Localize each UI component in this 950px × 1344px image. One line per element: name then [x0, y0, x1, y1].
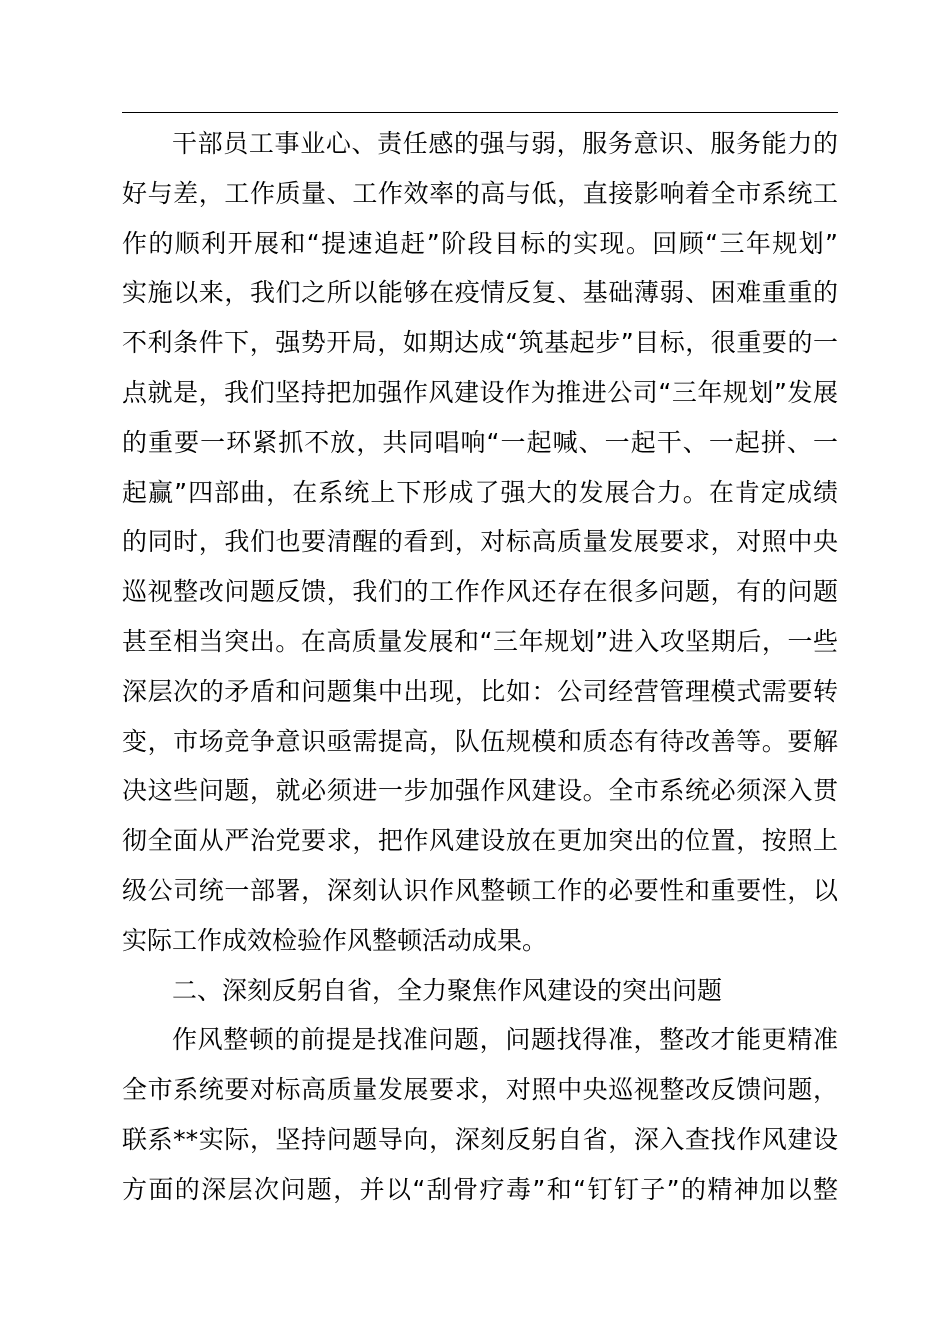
text-line: 深层次的矛盾和问题集中出现，比如：公司经营管理模式需要转: [122, 676, 838, 706]
text-line: 变，市场竞争意识亟需提高，队伍规模和质态有待改善等。要解: [122, 726, 838, 756]
heading-text: 二、深刻反躬自省，全力聚焦作风建设的突出问题: [172, 975, 723, 1005]
text-line: 不利条件下，强势开局，如期达成“筑基起步”目标，很重要的一: [122, 328, 838, 358]
text-line: 全市系统要对标高质量发展要求，对照中央巡视整改反馈问题，: [122, 1075, 838, 1105]
text-line: 级公司统一部署，深刻认识作风整顿工作的必要性和重要性，以: [122, 875, 838, 905]
text-line: 方面的深层次问题，并以“刮骨疗毒”和“钉钉子”的精神加以整: [122, 1174, 838, 1204]
text-line: 的同时，我们也要清醒的看到，对标高质量发展要求，对照中央: [122, 527, 838, 557]
header-rule: [122, 112, 838, 113]
section-heading-2: [122, 966, 838, 1016]
text-line: 巡视整改问题反馈，我们的工作作风还存在很多问题，有的问题: [122, 577, 838, 607]
paragraph-work-style-importance: [122, 119, 838, 966]
document-body: [122, 119, 838, 1215]
text-line: 联系**实际，坚持问题导向，深刻反躬自省，深入查找作风建设: [122, 1124, 838, 1154]
text-line: 点就是，我们坚持把加强作风建设作为推进公司“三年规划”发展: [122, 377, 838, 407]
text-line: 作的顺利开展和“提速追赶”阶段目标的实现。回顾“三年规划”: [122, 228, 838, 258]
text-line: 实际工作成效检验作风整顿活动成果。: [122, 925, 548, 955]
text-line: 的重要一环紧抓不放，共同唱响“一起喊、一起干、一起拼、一: [122, 427, 838, 457]
text-line: 起赢”四部曲，在系统上下形成了强大的发展合力。在肯定成绩: [122, 477, 838, 507]
text-line: 好与差，工作质量、工作效率的高与低，直接影响着全市系统工: [122, 178, 838, 208]
text-line: 实施以来，我们之所以能够在疫情反复、基础薄弱、困难重重的: [122, 278, 838, 308]
paragraph-find-problems: [122, 1015, 838, 1214]
text-line: 干部员工事业心、责任感的强与弱，服务意识、服务能力的: [172, 129, 838, 158]
text-line: 甚至相当突出。在高质量发展和“三年规划”进入攻坚期后，一些: [122, 626, 838, 656]
text-line: 作风整顿的前提是找准问题，问题找得准，整改才能更精准: [172, 1025, 838, 1055]
text-line: 决这些问题，就必须进一步加强作风建设。全市系统必须深入贯: [122, 776, 838, 806]
text-line: 彻全面从严治党要求，把作风建设放在更加突出的位置，按照上: [122, 826, 838, 856]
